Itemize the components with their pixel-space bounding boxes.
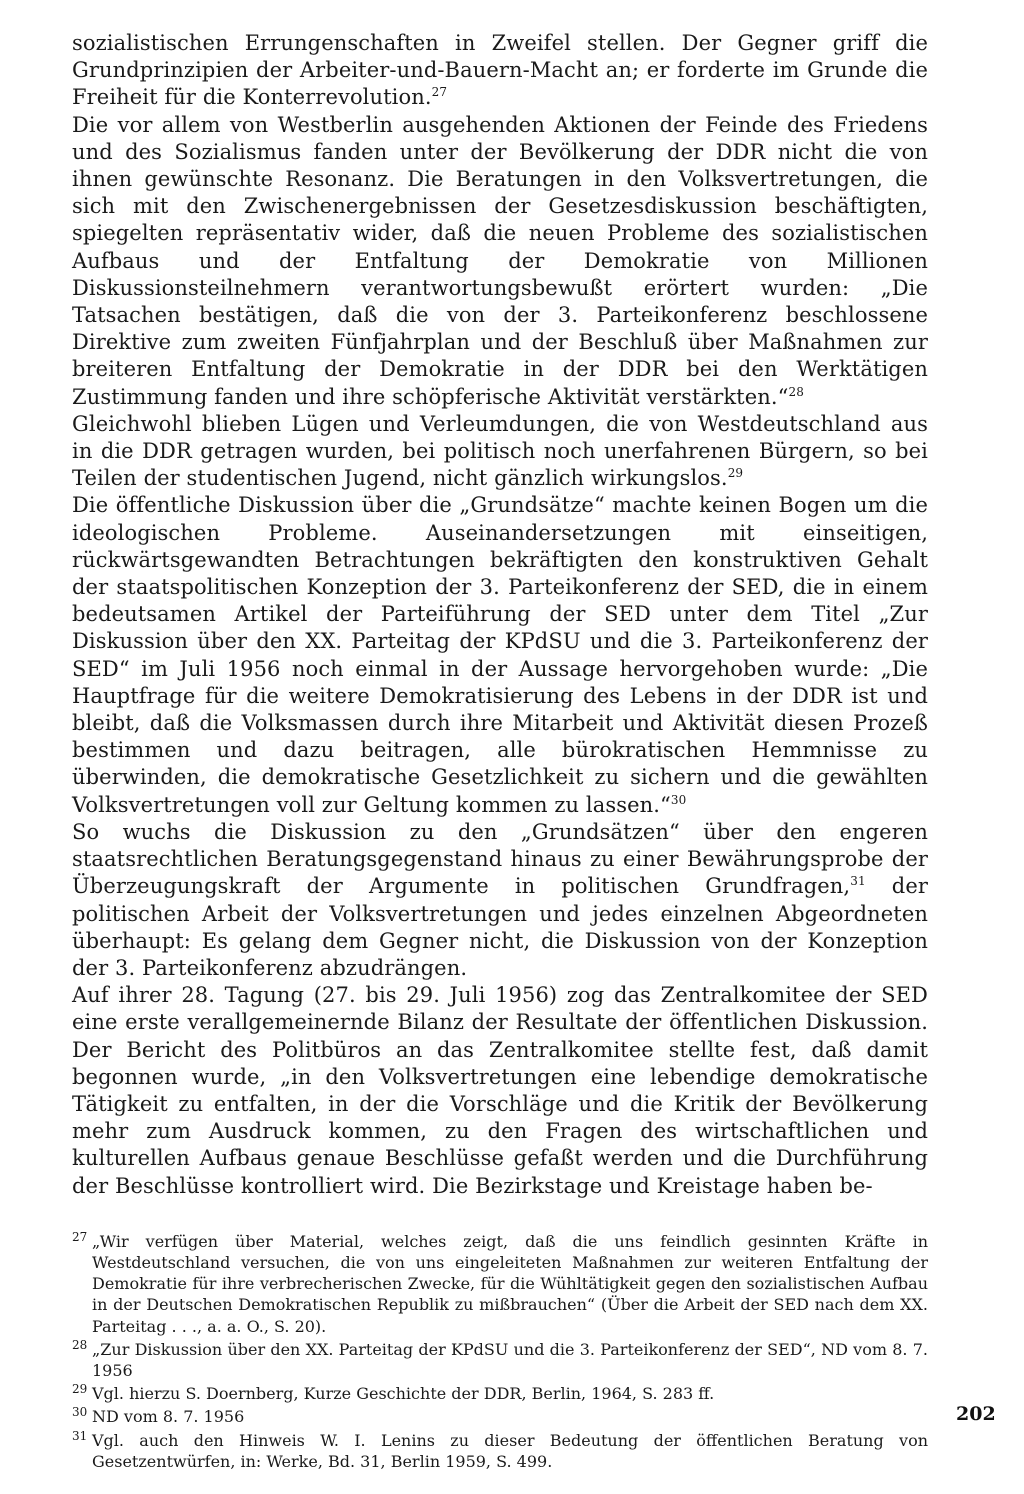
footnote-number: 31 [72,1428,88,1443]
paragraph-2 [72,112,928,411]
paragraph-1 [72,30,928,112]
footnote-ref: 27 [431,85,448,100]
footnote-text: „Zur Diskussion über den XX. Parteitag der KPdSU und die 3. Parteikonferenz der SED“, ND vom 8. 7. 1956 [92,1339,928,1380]
footnote-number: 29 [72,1382,88,1397]
page-number: 202 [956,1403,996,1425]
paragraph-6 [72,982,928,1200]
paragraph-text: sozialistischen Errungenschaften in Zweifel stellen. Der Gegner griff die Grundprinzipien der Arbeiter-und-Bauern-Macht an; er forderte im Grunde die Freiheit für die Konterrevolution. [72,31,928,110]
footnote-text: ND vom 8. 7. 1956 [92,1407,245,1427]
footnote-31 [72,1430,928,1472]
footnote-number: 28 [72,1337,88,1352]
paragraph-text: der politischen Arbeit der Volksvertretungen und jedes einzelnen Abgeordneten überhaupt: Es gelang dem Gegner nicht, die Diskussion von der Konzeption der 3. Parteikonferenz abzudrängen. [72,874,928,980]
footnote-text: Vgl. auch den Hinweis W. I. Lenins zu dieser Bedeutung der öffentlichen Beratung von Gesetzentwürfen, in: Werke, Bd. 31, Berlin 1959, S. 499. [92,1430,928,1471]
body-text [72,30,928,1200]
footnote-29 [72,1383,928,1404]
footnote-ref: 28 [788,384,804,399]
footnote-ref: 31 [850,874,866,889]
footnote-number: 27 [72,1229,88,1244]
paragraph-text: So wuchs die Diskussion zu den „Grundsätzen“ über den engeren staatsrechtlichen Beratungsgegenstand hinaus zu einer Bewährungsprobe der Überzeugungskraft der Argumente in politischen Grundfragen, [72,819,928,899]
paragraph-text: Die vor allem von Westberlin ausgehenden Aktionen der Feinde des Friedens und des Sozialismus fanden unter der Bevölkerung der DDR nicht die von ihnen gewünschte Resonanz. Die Beratungen in den Volksvertretungen, die sich mit den Zwischenergebnissen der Gesetzesdiskussion beschäftigten, spiegelten repräsentativ wider, daß die neuen Probleme des sozialistischen Aufbaus und der Entfaltung der Demokratie von Millionen Diskussionsteilnehmern verantwortungsbewußt erörtert wurden: „Die Tatsachen bestätigen, daß die von der 3. Parteikonferenz beschlossene Direktive zum zweiten Fünfjahrplan und der Beschluß über Maßnahmen zur breiteren Entfaltung der Demokratie in der DDR bei den Werktätigen Zustimmung fanden und ihre schöpferische Aktivität verstärkten.“ [72,112,928,409]
paragraph-3 [72,411,928,493]
footnote-28 [72,1339,928,1381]
footnote-text: Vgl. hierzu S. Doernberg, Kurze Geschichte der DDR, Berlin, 1964, S. 283 ff. [92,1384,715,1404]
footnote-ref: 30 [670,792,687,807]
paragraph-text: Die öffentliche Diskussion über die „Grundsätze“ machte keinen Bogen um die ideologischen Probleme. Auseinandersetzungen mit einseitigen, rückwärtsgewandten Betrachtungen bekräftigten den konstruktiven Gehalt der staatspolitischen Konzeption der 3. Parteikonferenz der SED, die in einem bedeutsamen Artikel der Parteiführung der SED unter dem Titel „Zur Diskussion über den XX. Parteitag der KPdSU und die 3. Parteikonferenz der SED“ im Juli 1956 noch einmal in der Aussage hervorgehoben wurde: „Die Hauptfrage für die weitere Demokratisierung des Lebens in der DDR ist und bleibt, daß die Volksmassen durch ihre Mitarbeit und Aktivität diesen Prozeß bestimmen und dazu beitragen, alle bürokratischen Hemmnisse zu überwinden, die demokratische Gesetzlichkeit zu sichern und die gewählten Volksvertretungen voll zur Geltung kommen zu lassen.“ [72,493,928,817]
paragraph-4 [72,492,928,818]
paragraph-text: Auf ihrer 28. Tagung (27. bis 29. Juli 1956) zog das Zentralkomitee der SED eine erste verallgemeinernde Bilanz der Resultate der öffentlichen Diskussion. Der Bericht des Politbüros an das Zentralkomitee stellte fest, daß damit begonnen wurde, „in den Volksvertretungen eine lebendige demokratische Tätigkeit zu entfalten, in der die Vorschläge und die Kritik der Bevölkerung mehr zum Ausdruck kommen, zu den Fragen des wirtschaftlichen und kulturellen Aufbaus genaue Beschlüsse gefaßt werden und die Durchführung der Beschlüsse kontrolliert wird. Die Bezirkstage und Kreistage haben be- [72,983,928,1198]
footnote-30 [72,1406,928,1427]
footnote-27 [72,1231,928,1337]
footnote-number: 30 [72,1405,88,1420]
footnote-text: „Wir verfügen über Material, welches zeigt, daß die uns feindlich gesinnten Kräfte in Westdeutschland versuchen, die von uns eingeleiteten Maßnahmen zur weiteren Entfaltung der Demokratie für ihre verbrecherischen Zwecke, für die Wühltätigkeit gegen den sozialistischen Aufbau in der Deutschen Demokratischen Republik zu mißbrauchen“ (Über die Arbeit der SED nach dem XX. Parteitag . . ., a. a. O., S. 20). [92,1231,928,1336]
paragraph-5 [72,819,928,982]
page [72,30,928,1474]
footnote-ref: 29 [727,466,744,481]
paragraph-text: Gleichwohl blieben Lügen und Verleumdungen, die von Westdeutschland aus in die DDR getragen wurden, bei politisch noch unerfahrenen Bürgern, so bei Teilen der studentischen Jugend, nicht gänzlich wirkungslos. [72,411,928,491]
footnotes [72,1231,928,1472]
